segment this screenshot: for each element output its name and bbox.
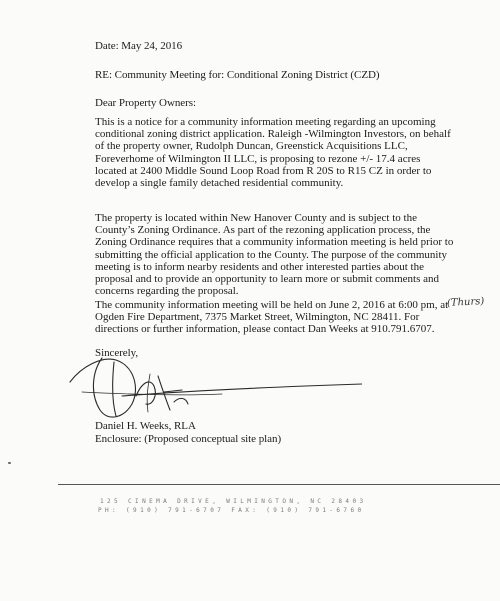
paragraph-line: Zoning Ordinance requires that a community information meeting is held prior to	[95, 236, 454, 249]
paragraph-line: develop a single family detached residential community.	[95, 177, 344, 190]
enclosure-note: Enclosure: (Proposed conceptual site plan)	[95, 433, 282, 445]
meeting-paragraph	[95, 299, 450, 336]
footer-address: 125 CINEMA DRIVE, WILMINGTON, NC 28403	[100, 498, 367, 505]
zoning-paragraph	[95, 212, 454, 298]
paragraph-line: County’s Zoning Ordinance. As part of the rezoning application process, the	[95, 224, 431, 237]
handwritten-signature	[62, 352, 362, 424]
notice-paragraph	[95, 116, 450, 189]
footer-divider	[58, 484, 500, 485]
paragraph-line: submitting the official application to the County. The purpose of the community	[95, 248, 448, 261]
closing: Sincerely,	[95, 347, 139, 359]
paragraph-line: Foreverhome of Wilmington II LLC, is proposing to rezone +/- 17.4 acres	[95, 152, 421, 165]
scan-speck	[8, 462, 11, 464]
paragraph-line: directions or further information, please contact Dan Weeks at 910.791.6707.	[95, 323, 435, 336]
subject-line: RE: Community Meeting for: Conditional Zoning District (CZD)	[95, 69, 380, 81]
paragraph-line: concerns regarding the proposal.	[95, 285, 239, 298]
paragraph-line: located at 2400 Middle Sound Loop Road from R 20S to R15 CZ in order to	[95, 164, 432, 177]
paragraph-line: proposal and to provide an opportunity to learn more or submit comments and	[95, 273, 439, 286]
salutation: Dear Property Owners:	[95, 97, 196, 109]
footer-phone: PH: (910) 791-6707 FAX: (910) 791-6760	[98, 507, 365, 514]
paragraph-line: The property is located within New Hanover County and is subject to the	[95, 212, 417, 224]
paragraph-line: This is a notice for a community information meeting regarding an upcoming	[95, 116, 436, 128]
signer-name: Daniel H. Weeks, RLA	[95, 420, 196, 432]
paragraph-line: Ogden Fire Department, 7375 Market Street, Wilmington, NC 28411. For	[95, 311, 420, 324]
paragraph-line: The community information meeting will be held on June 2, 2016 at 6:00 pm, at	[95, 299, 449, 311]
handwritten-margin-note: (Thurs)	[446, 296, 485, 309]
paragraph-line: of the property owner, Rudolph Duncan, Greenstick Acquisitions LLC,	[95, 140, 408, 153]
letter-date: Date: May 24, 2016	[95, 40, 183, 52]
paragraph-line: meeting is to inform nearby residents and other interested parties about the	[95, 260, 424, 273]
paragraph-line: conditional zoning district application. Raleigh -Wilmington Investors, on behalf	[95, 128, 451, 141]
